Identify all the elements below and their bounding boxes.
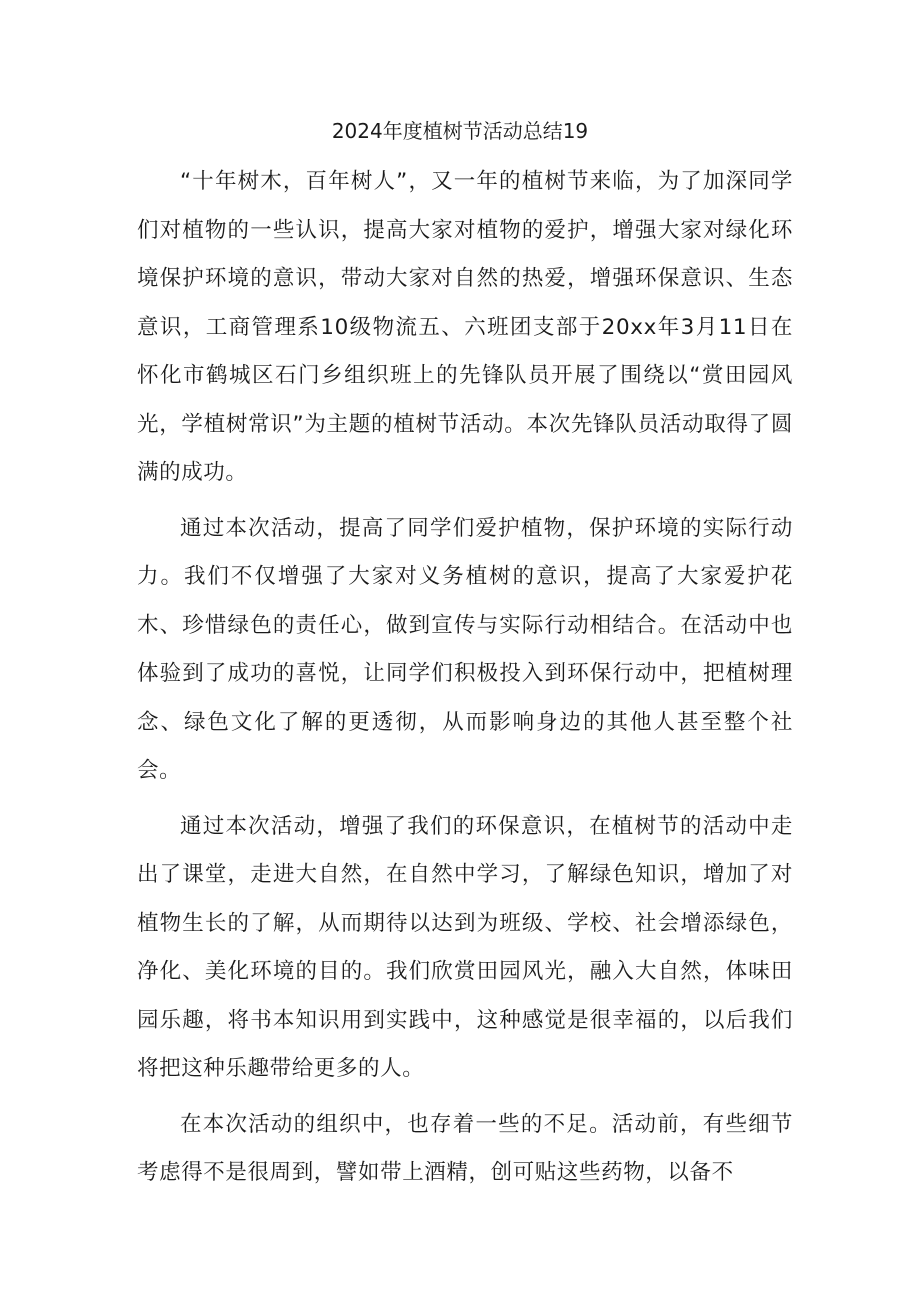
paragraph-1: “十年树木，百年树人”，又一年的植树节来临，为了加深同学们对植物的一些认识，提高大家对植物的爱护，增强大家对绿化环境保护环境的意识，带动大家对自然的热爱，增强环保意识、生态意识，工商管理系10级物流五、六班团支部于20xx年3月11日在怀化市鹤城区石门乡组织班上的先锋队员开展了围绕以“赏田园风光，学植树常识”为主题的植树节活动。本次先锋队员活动取得了圆满的成功。: [137, 169, 793, 485]
paragraph-3: 通过本次活动，增强了我们的环保意识，在植树节的活动中走出了课堂，走进大自然，在自然中学习，了解绿色知识，增加了对植物生长的了解，从而期待以达到为班级、学校、社会增添绿色，净化、美化环境的目的。我们欣赏田园风光，融入大自然，体味田园乐趣，将书本知识用到实践中，这种感觉是很幸福的，以后我们将把这种乐趣带给更多的人。: [137, 813, 793, 1081]
paragraph-2: 通过本次活动，提高了同学们爱护植物，保护环境的实际行动力。我们不仅增强了大家对义务植树的意识，提高了大家爱护花木、珍惜绿色的责任心，做到宣传与实际行动相结合。在活动中也体验到了成功的喜悦，让同学们积极投入到环保行动中，把植树理念、绿色文化了解的更透彻，从而影响身边的其他人甚至整个社会。: [137, 515, 793, 783]
document-title: 2024年度植树节活动总结19: [331, 119, 589, 143]
document-body: [137, 158, 793, 1205]
paragraph-4: 在本次活动的组织中，也存着一些的不足。活动前，有些细节考虑得不是很周到，譬如带上酒精，创可贴这些药物，以备不: [137, 1111, 793, 1185]
